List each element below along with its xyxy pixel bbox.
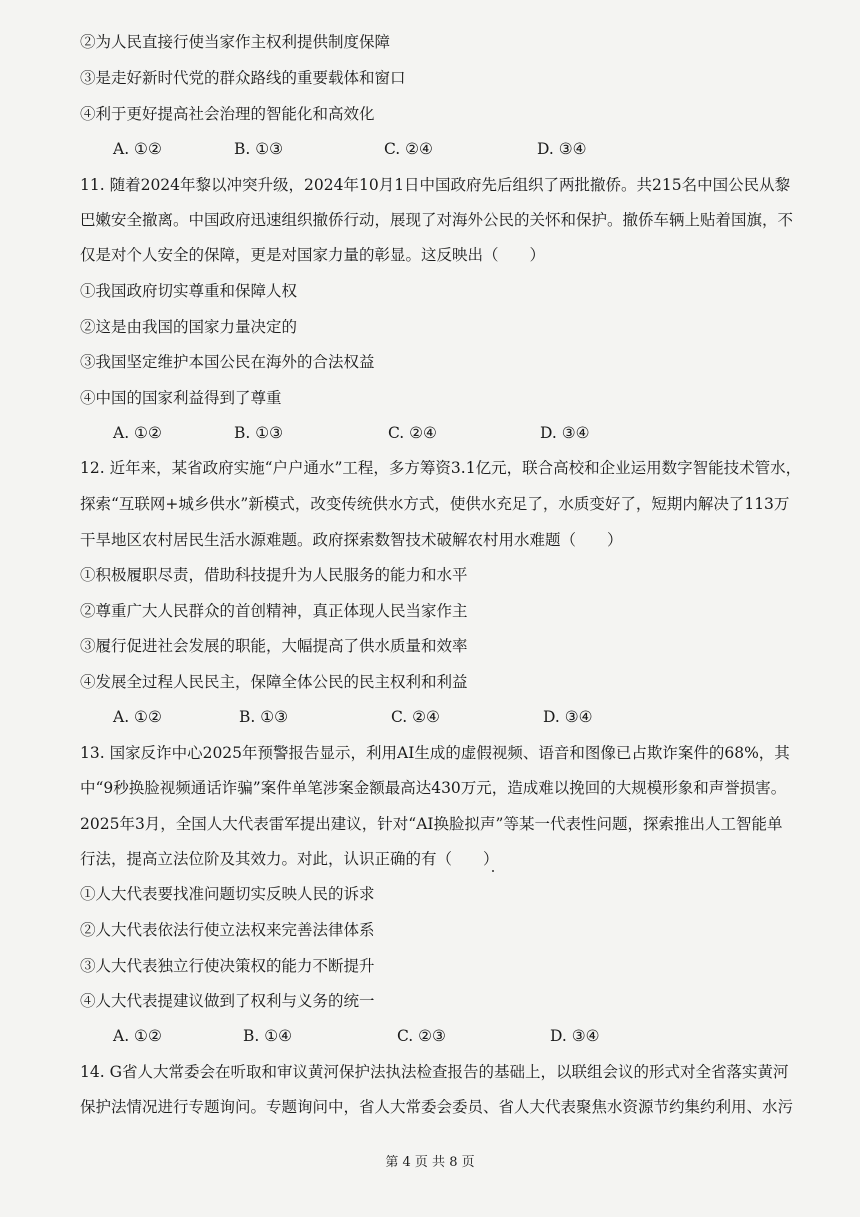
q11-stem-line-2: 巴嫩安全撤离。中国政府迅速组织撤侨行动，展现了对海外公民的关怀和保护。撤侨车辆上贴着国旗，不 — [80, 211, 794, 229]
q12-option-b: B. ①③ — [239, 708, 289, 726]
q10-option-d: D. ③④ — [537, 140, 587, 158]
q11-stem-line-1: 11. 随着2024年黎以冲突升级，2024年10月1日中国政府先后组织了两批撤侨。共215名中国公民从黎 — [80, 176, 791, 194]
q12-item-1: ①积极履职尽责，借助科技提升为人民服务的能力和水平 — [80, 566, 468, 584]
q13-option-c: C. ②③ — [397, 1027, 446, 1045]
q10-option-a: A. ①② — [113, 140, 162, 158]
q13-item-1: ①人大代表要找准问题切实反映人民的诉求 — [80, 885, 375, 903]
q12-option-d: D. ③④ — [543, 708, 593, 726]
q10-option-b: B. ①③ — [234, 140, 284, 158]
q11-stem-line-3: 仅是对个人安全的保障，更是对国家力量的彰显。这反映出（ ） — [80, 246, 546, 264]
q10-item-4: ④利于更好提高社会治理的智能化和高效化 — [80, 105, 375, 123]
q11-item-1: ①我国政府切实尊重和保障人权 — [80, 282, 298, 300]
q11-option-c: C. ②④ — [388, 424, 437, 442]
q13-stem-line-3: 2025年3月，全国人大代表雷军提出建议，针对“AI换脸拟声”等某一代表性问题，探索推出人工智能单 — [80, 815, 783, 833]
q13-stem-line-2: 中“9秒换脸视频通话诈骗”案件单笔涉案金额最高达430万元，造成难以挽回的大规模形象和声誉损害。 — [80, 779, 787, 797]
q14-stem-line-2: 保护法情况进行专题询问。专题询问中，省人大常委会委员、省人大代表聚焦水资源节约集约利用、水污 — [80, 1098, 794, 1116]
page-number: 第 4 页 共 8 页 — [385, 1155, 475, 1170]
q12-item-2: ②尊重广大人民群众的首创精神，真正体现人民当家作主 — [80, 602, 468, 620]
q12-item-4: ④发展全过程人民民主，保障全体公民的民主权利和利益 — [80, 673, 468, 691]
q12-item-3: ③履行促进社会发展的职能，大幅提高了供水质量和效率 — [80, 637, 468, 655]
q12-option-c: C. ②④ — [391, 708, 440, 726]
q10-item-3: ③是走好新时代党的群众路线的重要载体和窗口 — [80, 69, 406, 87]
q13-options — [113, 1026, 813, 1046]
q11-options — [113, 423, 813, 443]
q13-option-a: A. ①② — [113, 1027, 162, 1045]
q14-stem-line-1: 14. G省人大常委会在听取和审议黄河保护法执法检查报告的基础上，以联组会议的形式对全省落实黄河 — [80, 1063, 789, 1081]
q13-stem-line-1: 13. 国家反诈中心2025年预警报告显示，利用AI生成的虚假视频、语音和图像已占欺诈案件的68%，其 — [80, 744, 790, 762]
q13-option-d: D. ③④ — [550, 1027, 600, 1045]
q13-option-b: B. ①④ — [243, 1027, 293, 1045]
q11-item-3: ③我国坚定维护本国公民在海外的合法权益 — [80, 353, 375, 371]
stray-dot — [492, 870, 494, 872]
q12-stem-line-1: 12. 近年来，某省政府实施“户户通水”工程，多方筹资3.1亿元，联合高校和企业运用数字智能技术管水， — [80, 459, 802, 477]
q12-option-a: A. ①② — [113, 708, 162, 726]
q11-item-4: ④中国的国家利益得到了尊重 — [80, 389, 282, 407]
q12-options — [113, 707, 813, 727]
q11-option-a: A. ①② — [113, 424, 162, 442]
q11-option-b: B. ①③ — [234, 424, 284, 442]
q10-item-2: ②为人民直接行使当家作主权利提供制度保障 — [80, 33, 391, 51]
q12-stem-line-3: 干旱地区农村居民生活水源难题。政府探索数智技术破解农村用水难题（ ） — [80, 531, 623, 549]
q11-item-2: ②这是由我国的国家力量决定的 — [80, 318, 298, 336]
q12-stem-line-2: 探索“互联网+城乡供水”新模式，改变传统供水方式，使供水充足了，水质变好了，短期内解决了113万 — [80, 495, 790, 513]
q10-options — [113, 139, 813, 159]
q13-stem-line-4: 行法，提高立法位阶及其效力。对此，认识正确的有（ ） — [80, 850, 499, 868]
q13-item-3: ③人大代表独立行使决策权的能力不断提升 — [80, 957, 375, 975]
q11-option-d: D. ③④ — [540, 424, 590, 442]
q10-option-c: C. ②④ — [384, 140, 433, 158]
q13-item-2: ②人大代表依法行使立法权来完善法律体系 — [80, 921, 375, 939]
q13-item-4: ④人大代表提建议做到了权利与义务的统一 — [80, 992, 375, 1010]
